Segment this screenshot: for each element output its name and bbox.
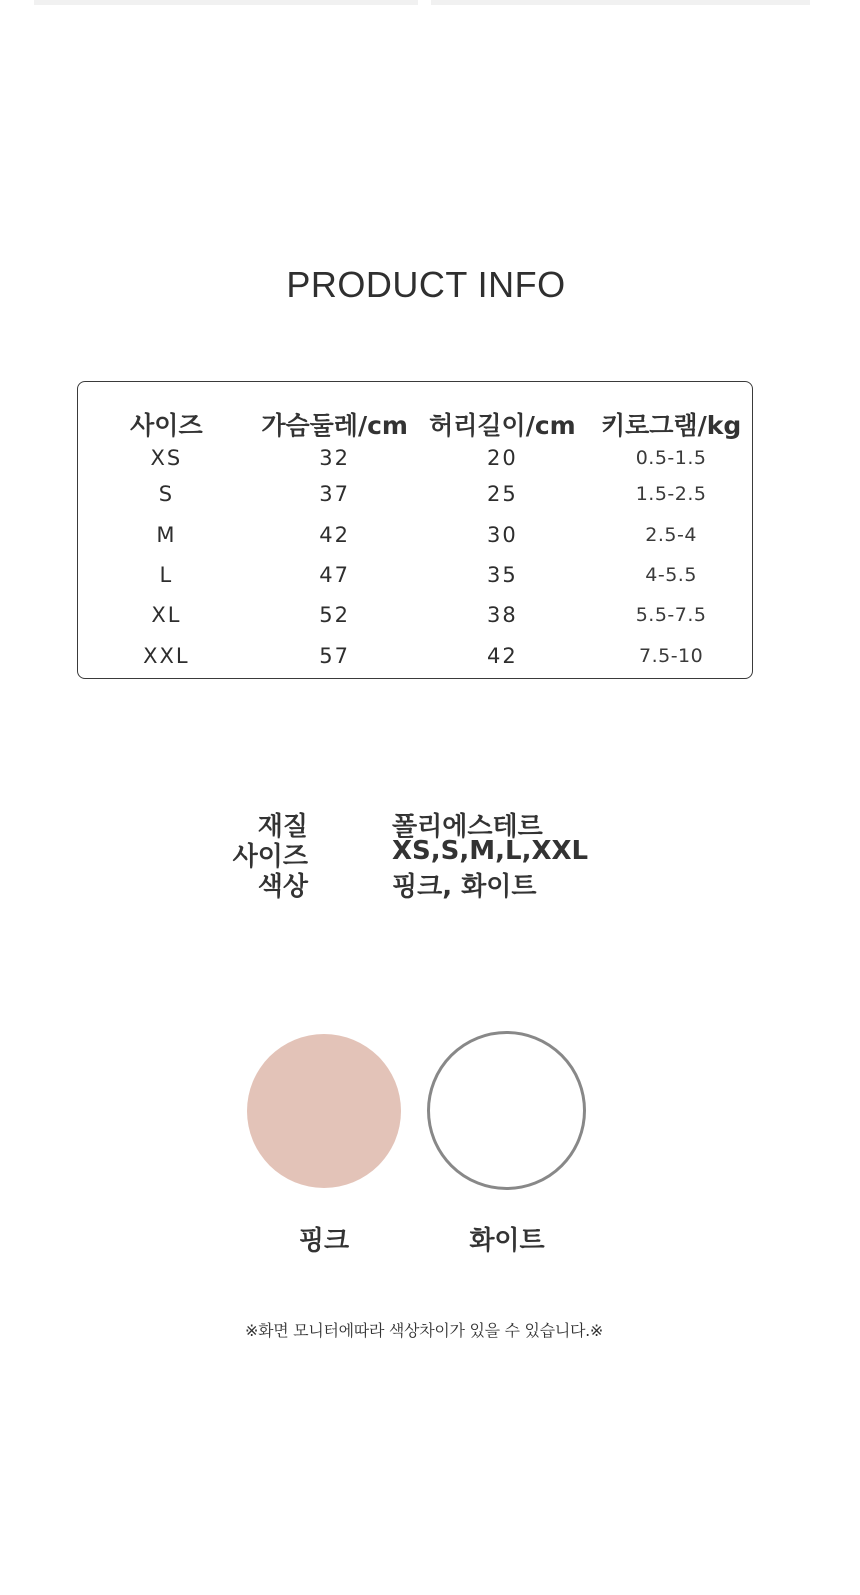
page-title: PRODUCT INFO: [286, 264, 566, 305]
cell-waist: 25: [487, 482, 518, 507]
cell-weight: 1.5-2.5: [635, 483, 707, 506]
cell-chest: 42: [319, 522, 351, 547]
spec-label: 색상: [257, 872, 308, 902]
cell-waist: 42: [487, 643, 518, 668]
color-swatch-white: [427, 1031, 586, 1190]
spec-row-size: [0, 836, 860, 872]
cell-chest: 47: [319, 562, 351, 587]
cell-weight: 2.5-4: [645, 523, 697, 546]
cell-waist: 38: [487, 603, 518, 628]
top-image-strip-right: [431, 0, 810, 5]
header-weight: 키로그램/kg: [600, 411, 742, 440]
cell-chest: 32: [319, 446, 351, 470]
cell-weight: 7.5-10: [638, 644, 704, 667]
color-swatch-pink: [247, 1034, 401, 1188]
spec-value: XS,S,M,L,XXL: [392, 836, 589, 866]
spec-value: 핑크, 화이트: [392, 872, 537, 902]
table-row: [78, 514, 752, 554]
cell-size: XL: [151, 603, 182, 628]
size-table: [78, 406, 752, 676]
cell-weight: 4-5.5: [645, 563, 697, 586]
color-label-pink: 핑크: [298, 1226, 350, 1256]
cell-size: M: [156, 522, 177, 547]
cell-size: XS: [150, 446, 183, 470]
cell-waist: 30: [487, 522, 518, 547]
header-chest: 가슴둘레/cm: [261, 411, 408, 440]
cell-weight: 0.5-1.5: [635, 447, 707, 469]
table-row: [78, 442, 752, 474]
color-label-white: 화이트: [469, 1226, 545, 1256]
spec-label: 사이즈: [232, 842, 308, 872]
table-row: [78, 595, 752, 635]
cell-size: XXL: [143, 643, 190, 668]
cell-size: L: [159, 562, 174, 587]
table-row: [78, 636, 752, 676]
table-row: [78, 474, 752, 514]
cell-waist: 35: [487, 562, 518, 587]
spec-row-color: [0, 866, 860, 902]
cell-chest: 52: [319, 603, 351, 628]
size-chart: [77, 381, 753, 679]
cell-size: S: [158, 482, 175, 507]
cell-chest: 37: [319, 482, 351, 507]
header-size: 사이즈: [130, 411, 203, 440]
cell-weight: 5.5-7.5: [635, 604, 707, 627]
color-notice: ※화면 모니터에따라 색상차이가 있을 수 있습니다.※: [244, 1321, 604, 1340]
spec-label: 재질: [257, 812, 308, 842]
cell-waist: 20: [487, 446, 518, 470]
spec-row-material: [0, 806, 860, 842]
top-image-strip-left: [34, 0, 418, 5]
cell-chest: 57: [319, 643, 351, 668]
spec-value: 폴리에스테르: [392, 812, 543, 842]
table-header-row: [78, 406, 752, 442]
header-waist: 허리길이/cm: [429, 411, 576, 440]
table-row: [78, 555, 752, 595]
